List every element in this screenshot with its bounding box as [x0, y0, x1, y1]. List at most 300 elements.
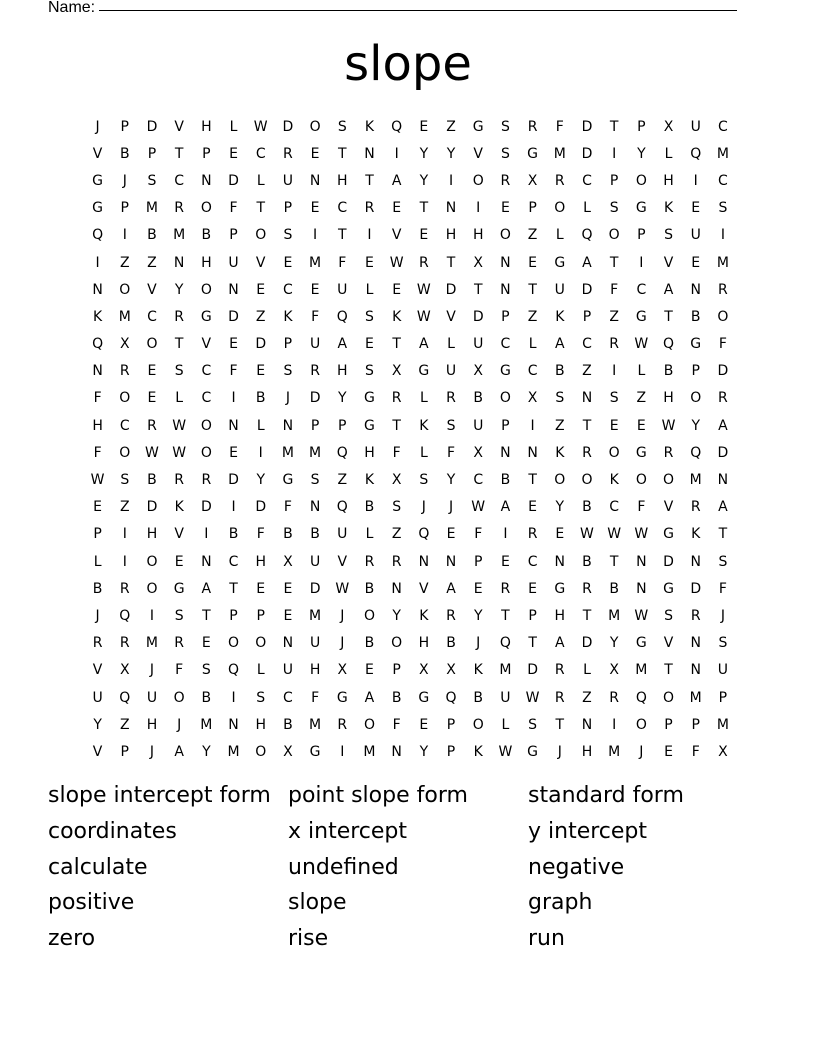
grid-letter: B	[310, 526, 320, 543]
grid-letter: K	[419, 417, 429, 434]
grid-letter: U	[473, 336, 484, 353]
grid-letter: T	[664, 308, 673, 325]
grid-letter: P	[283, 336, 293, 353]
grid-letter: X	[473, 444, 484, 461]
grid-letter: X	[446, 662, 456, 679]
grid-letter: G	[663, 526, 674, 543]
grid-letter: V	[419, 580, 429, 597]
grid-letter: Q	[499, 635, 511, 652]
grid-letter: F	[447, 444, 456, 461]
grid-letter: V	[391, 227, 402, 244]
grid-letter: A	[391, 172, 402, 189]
grid-letter: N	[636, 553, 647, 570]
grid-letter: E	[500, 553, 510, 570]
grid-letter: E	[528, 580, 538, 597]
grid-letter: Q	[336, 499, 348, 516]
word-bank-item: slope intercept form	[48, 783, 271, 808]
grid-letter: T	[446, 254, 456, 271]
grid-letter: P	[528, 607, 537, 624]
grid-letter: I	[530, 417, 535, 434]
grid-letter: A	[500, 499, 511, 516]
grid-letter: Q	[336, 444, 348, 461]
grid-letter: S	[392, 499, 402, 516]
grid-letter: R	[609, 689, 620, 706]
grid-letter: R	[147, 417, 157, 434]
grid-letter: P	[256, 607, 265, 624]
grid-letter: G	[635, 444, 647, 461]
grid-letter: E	[609, 417, 619, 434]
grid-letter: H	[146, 716, 158, 733]
grid-letter: R	[364, 200, 375, 217]
grid-letter: V	[446, 308, 456, 325]
grid-letter: Q	[336, 308, 348, 325]
grid-letter: O	[635, 716, 647, 733]
grid-letter: R	[283, 145, 293, 162]
grid-letter: X	[337, 662, 348, 679]
grid-letter: Q	[445, 689, 457, 706]
grid-letter: R	[174, 472, 185, 489]
grid-letter: D	[690, 580, 702, 597]
grid-letter: S	[446, 417, 456, 434]
grid-letter: F	[555, 118, 564, 135]
page-title: slope	[344, 36, 472, 92]
grid-letter: R	[554, 689, 565, 706]
grid-letter: C	[500, 336, 511, 353]
grid-letter: F	[229, 200, 238, 217]
grid-letter: N	[445, 553, 457, 570]
grid-letter: T	[664, 662, 673, 679]
grid-letter: U	[309, 336, 321, 353]
grid-letter: D	[717, 444, 729, 461]
grid-letter: F	[392, 444, 401, 461]
grid-letter: Q	[119, 689, 131, 706]
name-field	[48, 0, 768, 20]
grid-letter: E	[256, 281, 266, 298]
grid-letter: R	[527, 526, 538, 543]
grid-letter: N	[500, 444, 511, 461]
grid-letter: U	[282, 662, 294, 679]
grid-letter: B	[283, 526, 293, 543]
grid-letter: J	[639, 743, 644, 760]
grid-letter: L	[583, 200, 591, 217]
grid-letter: K	[364, 472, 375, 489]
grid-letter: D	[255, 336, 267, 353]
grid-letter: O	[255, 635, 267, 652]
grid-letter: L	[664, 145, 673, 162]
grid-letter: D	[445, 281, 457, 298]
grid-letter: O	[635, 172, 647, 189]
grid-letter: S	[365, 363, 374, 380]
grid-letter: R	[582, 580, 592, 597]
grid-letter: O	[499, 390, 511, 407]
grid-letter: G	[418, 689, 430, 706]
grid-letter: I	[231, 499, 236, 516]
grid-letter: I	[149, 607, 155, 624]
grid-letter: X	[391, 472, 402, 489]
grid-letter: G	[309, 743, 321, 760]
grid-letter: O	[200, 417, 212, 434]
word-bank-item: graph	[528, 890, 593, 916]
grid-letter: S	[283, 227, 293, 244]
grid-letter: J	[95, 607, 100, 624]
grid-letter: K	[663, 200, 674, 217]
grid-letter: N	[364, 145, 375, 162]
grid-letter: E	[229, 444, 238, 461]
grid-letter: E	[147, 363, 157, 380]
grid-letter: L	[93, 553, 102, 570]
grid-letter: L	[528, 336, 537, 353]
grid-letter: E	[691, 254, 701, 271]
grid-letter: N	[690, 553, 701, 570]
grid-letter: N	[201, 553, 212, 570]
grid-letter: Y	[174, 281, 184, 298]
grid-letter: U	[690, 118, 701, 135]
word-bank-item: x intercept	[288, 818, 408, 844]
grid-letter: M	[145, 635, 159, 652]
grid-letter: W	[335, 580, 350, 597]
grid-letter: B	[582, 499, 592, 516]
grid-letter: N	[201, 172, 212, 189]
grid-letter: J	[421, 499, 426, 516]
grid-letter: D	[581, 145, 593, 162]
grid-letter: R	[554, 172, 565, 189]
grid-letter: D	[255, 499, 267, 516]
grid-letter: S	[174, 607, 184, 624]
grid-letter: K	[609, 472, 619, 489]
grid-letter: R	[364, 553, 375, 570]
grid-letter: S	[337, 118, 347, 135]
grid-letter: U	[309, 635, 321, 652]
grid-letter: O	[309, 118, 321, 135]
grid-letter: C	[582, 172, 592, 189]
grid-letter: R	[582, 444, 592, 461]
grid-letter: S	[365, 308, 374, 325]
word-bank-item: calculate	[48, 854, 148, 880]
grid-letter: X	[283, 743, 293, 760]
grid-letter: M	[499, 662, 512, 679]
grid-letter: A	[337, 336, 348, 353]
grid-letter: M	[608, 607, 621, 624]
grid-letter: M	[309, 254, 322, 271]
grid-letter: I	[720, 227, 725, 244]
grid-letter: B	[119, 145, 130, 162]
grid-letter: R	[391, 553, 402, 570]
grid-letter: I	[367, 227, 372, 244]
grid-letter: B	[364, 580, 375, 597]
grid-letter: S	[718, 200, 728, 217]
grid-letter: L	[365, 281, 374, 298]
grid-letter: S	[419, 472, 429, 489]
grid-letter: R	[554, 662, 565, 679]
grid-letter: C	[609, 499, 620, 516]
grid-letter: C	[201, 390, 212, 407]
grid-letter: U	[92, 689, 103, 706]
grid-letter: Z	[446, 118, 456, 135]
grid-letter: L	[419, 390, 428, 407]
grid-letter: F	[229, 363, 238, 380]
grid-letter: N	[282, 417, 294, 434]
grid-letter: N	[228, 281, 239, 298]
grid-letter: M	[716, 145, 729, 162]
grid-letter: U	[554, 281, 565, 298]
grid-letter: N	[92, 363, 103, 380]
grid-letter: N	[173, 254, 185, 271]
grid-letter: A	[554, 336, 565, 353]
word-bank-item: negative	[528, 854, 625, 880]
grid-letter: W	[172, 444, 187, 461]
grid-letter: P	[120, 200, 129, 217]
grid-letter: N	[92, 281, 103, 298]
grid-letter: H	[337, 363, 348, 380]
grid-letter: V	[473, 145, 483, 162]
grid-letter: E	[528, 499, 538, 516]
grid-letter: E	[229, 336, 238, 353]
grid-letter: P	[120, 118, 129, 135]
grid-letter: S	[310, 472, 320, 489]
grid-letter: H	[201, 118, 212, 135]
grid-letter: B	[690, 308, 701, 325]
grid-letter: W	[253, 118, 268, 135]
grid-letter: E	[174, 553, 184, 570]
grid-letter: J	[177, 716, 182, 733]
grid-letter: O	[608, 227, 620, 244]
grid-letter: Q	[663, 336, 675, 353]
grid-letter: R	[418, 254, 429, 271]
grid-letter: O	[363, 607, 375, 624]
grid-letter: G	[499, 363, 511, 380]
grid-letter: H	[255, 553, 266, 570]
grid-letter: T	[202, 607, 211, 624]
grid-letter: H	[337, 172, 348, 189]
grid-letter: H	[663, 172, 674, 189]
grid-letter: J	[149, 743, 155, 760]
grid-letter: X	[609, 662, 619, 679]
grid-letter: A	[582, 254, 592, 271]
grid-letter: H	[554, 607, 566, 624]
grid-letter: Z	[119, 254, 130, 271]
grid-letter: O	[554, 472, 566, 489]
grid-letter: V	[92, 662, 103, 679]
grid-letter: D	[581, 635, 593, 652]
grid-letter: Q	[92, 227, 104, 244]
grid-letter: P	[229, 607, 238, 624]
grid-letter: N	[391, 580, 402, 597]
grid-letter: J	[476, 635, 481, 652]
grid-letter: A	[718, 417, 728, 434]
grid-letter: P	[338, 417, 347, 434]
grid-letter: U	[282, 172, 294, 189]
grid-letter: Y	[419, 172, 429, 189]
grid-letter: Y	[446, 472, 456, 489]
grid-letter: Q	[119, 607, 131, 624]
grid-letter: E	[500, 200, 510, 217]
grid-letter: H	[581, 743, 593, 760]
grid-letter: M	[309, 444, 322, 461]
grid-letter: R	[337, 716, 348, 733]
grid-letter: P	[609, 172, 619, 189]
grid-letter: O	[690, 390, 702, 407]
grid-letter: Y	[338, 390, 347, 407]
grid-letter: C	[527, 363, 538, 380]
grid-letter: K	[392, 308, 402, 325]
grid-letter: V	[337, 553, 348, 570]
grid-letter: M	[281, 444, 294, 461]
grid-letter: W	[389, 254, 404, 271]
grid-letter: Z	[391, 526, 402, 543]
grid-letter: H	[309, 662, 321, 679]
grid-letter: P	[392, 662, 401, 679]
grid-letter: B	[201, 689, 212, 706]
grid-letter: I	[612, 145, 617, 162]
grid-letter: J	[122, 172, 127, 189]
grid-letter: F	[338, 254, 347, 271]
grid-letter: I	[258, 444, 263, 461]
grid-letter: F	[283, 499, 292, 516]
grid-letter: R	[174, 308, 185, 325]
grid-letter: O	[255, 227, 267, 244]
grid-letter: M	[309, 716, 322, 733]
grid-letter: U	[717, 662, 729, 679]
grid-letter: L	[365, 526, 374, 543]
grid-letter: T	[256, 200, 265, 217]
grid-letter: I	[95, 254, 100, 271]
grid-letter: D	[228, 172, 239, 189]
grid-letter: K	[473, 662, 483, 679]
grid-letter: R	[174, 635, 185, 652]
grid-letter: S	[609, 200, 619, 217]
grid-letter: K	[555, 308, 565, 325]
grid-letter: N	[554, 553, 566, 570]
grid-letter: N	[527, 444, 538, 461]
grid-letter: F	[691, 743, 700, 760]
grid-letter: M	[716, 716, 729, 733]
grid-letter: I	[122, 526, 127, 543]
grid-letter: K	[691, 526, 701, 543]
grid-letter: V	[147, 281, 157, 298]
grid-letter: Z	[119, 499, 130, 516]
grid-letter: C	[718, 118, 728, 135]
grid-letter: P	[582, 308, 592, 325]
grid-letter: L	[555, 227, 564, 244]
grid-letter: P	[147, 145, 157, 162]
grid-letter: S	[528, 716, 538, 733]
grid-letter: G	[92, 200, 104, 217]
grid-letter: L	[256, 662, 265, 679]
grid-letter: R	[500, 172, 511, 189]
grid-letter: Q	[690, 145, 702, 162]
grid-letter: E	[691, 200, 701, 217]
grid-letter: M	[309, 607, 322, 624]
grid-letter: Y	[419, 145, 429, 162]
grid-letter: C	[119, 417, 130, 434]
grid-letter: R	[119, 580, 130, 597]
grid-letter: U	[690, 227, 701, 244]
grid-letter: I	[122, 553, 127, 570]
grid-letter: S	[718, 635, 728, 652]
grid-letter: R	[500, 580, 511, 597]
grid-letter: I	[204, 526, 209, 543]
grid-letter: E	[419, 227, 429, 244]
grid-letter: I	[231, 390, 236, 407]
grid-letter: V	[174, 526, 184, 543]
grid-letter: B	[147, 227, 157, 244]
grid-letter: E	[147, 390, 157, 407]
grid-letter: I	[639, 254, 644, 271]
grid-letter: R	[718, 390, 728, 407]
grid-letter: R	[609, 336, 620, 353]
grid-letter: X	[718, 743, 728, 760]
grid-letter: E	[528, 254, 538, 271]
grid-letter: Z	[554, 417, 565, 434]
grid-letter: O	[146, 580, 158, 597]
grid-letter: P	[229, 227, 238, 244]
grid-letter: T	[609, 254, 619, 271]
grid-letter: M	[227, 743, 240, 760]
grid-letter: C	[255, 145, 266, 162]
grid-letter: E	[256, 363, 266, 380]
grid-letter: W	[416, 281, 431, 298]
grid-letter: S	[718, 553, 728, 570]
grid-letter: O	[173, 689, 185, 706]
grid-letter: D	[663, 553, 674, 570]
grid-letter: I	[231, 689, 236, 706]
grid-letter: H	[92, 417, 103, 434]
grid-letter: B	[554, 363, 565, 380]
grid-letter: X	[527, 390, 538, 407]
grid-letter: E	[365, 254, 374, 271]
grid-letter: C	[337, 200, 348, 217]
grid-letter: P	[528, 200, 537, 217]
grid-letter: G	[690, 336, 702, 353]
word-bank-item: run	[528, 926, 565, 952]
grid-letter: M	[608, 743, 621, 760]
grid-letter: C	[283, 281, 293, 298]
grid-letter: T	[174, 336, 184, 353]
grid-letter: E	[365, 336, 374, 353]
grid-letter: D	[581, 118, 593, 135]
grid-letter: B	[364, 499, 375, 516]
grid-letter: S	[201, 662, 211, 679]
grid-letter: D	[228, 308, 239, 325]
grid-letter: X	[391, 363, 402, 380]
grid-letter: F	[392, 716, 401, 733]
grid-letter: B	[201, 227, 212, 244]
grid-letter: Y	[93, 716, 102, 733]
grid-letter: P	[283, 200, 293, 217]
grid-letter: I	[476, 200, 481, 217]
grid-letter: D	[527, 662, 538, 679]
grid-letter: P	[473, 553, 483, 570]
grid-letter: J	[448, 499, 454, 516]
grid-letter: T	[338, 227, 347, 244]
grid-letter: O	[200, 200, 212, 217]
grid-letter: H	[472, 227, 484, 244]
grid-letter: I	[340, 743, 345, 760]
grid-letter: B	[147, 472, 157, 489]
grid-letter: S	[256, 689, 266, 706]
grid-letter: W	[172, 417, 187, 434]
grid-letter: R	[718, 281, 728, 298]
grid-letter: G	[635, 635, 647, 652]
grid-letter: L	[256, 417, 265, 434]
grid-letter: T	[501, 607, 510, 624]
grid-letter: C	[283, 689, 293, 706]
grid-letter: Y	[419, 743, 429, 760]
grid-letter: G	[554, 580, 566, 597]
grid-letter: P	[664, 716, 673, 733]
grid-letter: G	[92, 172, 104, 189]
grid-letter: K	[93, 308, 103, 325]
